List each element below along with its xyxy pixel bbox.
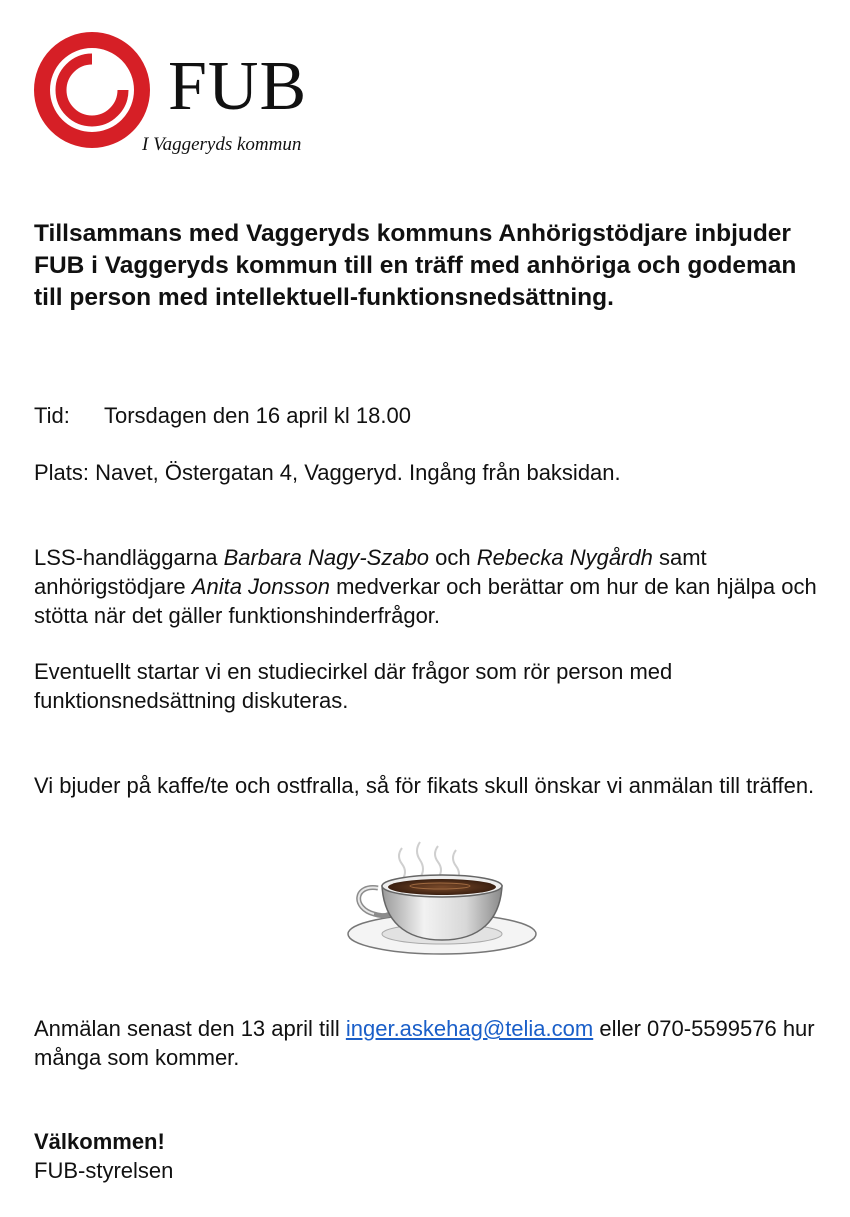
headline: Tillsammans med Vaggeryds kommuns Anhörigstödjare inbjuder FUB i Vaggeryds kommun till en träff med anhöriga och godeman till person med intellektuell-funktionsnedsättning.	[34, 220, 797, 311]
participant-name-1: Barbara Nagy-Szabo	[223, 545, 430, 570]
refreshments-paragraph: Vi bjuder på kaffe/te och ostfralla, så för fikats skull önskar vi anmälan till träffen.	[34, 773, 815, 798]
fub-logo	[32, 30, 352, 160]
signup-text-after: eller 070-5599576 hur många som kommer.	[34, 1016, 815, 1070]
participants-text-3: samt anhörigstödjare	[34, 545, 707, 599]
welcome-text: Välkommen!	[34, 1129, 165, 1154]
participant-name-3: Anita Jonsson	[191, 574, 330, 599]
participants-text-4: medverkar och berättar om hur de kan hjälpa och stötta när det gäller funktionshinderfrågor.	[34, 574, 817, 628]
participants-paragraph	[34, 543, 834, 630]
signup-paragraph	[34, 1014, 834, 1072]
place-label: Plats:	[34, 460, 90, 485]
fub-ring-icon	[32, 30, 152, 150]
participants-text-1: LSS-handläggarna	[34, 545, 224, 570]
place-value: Navet, Östergatan 4, Vaggeryd. Ingång från baksidan.	[95, 460, 621, 485]
participants-text-2: och	[429, 545, 477, 570]
study-circle-paragraph: Eventuellt startar vi en studiecirkel där frågor som rör person med funktionsnedsättning diskuteras.	[34, 659, 673, 713]
signup-text-before: Anmälan senast den 13 april till	[34, 1016, 346, 1041]
email-link[interactable]: inger.askehag@telia.com	[345, 1016, 594, 1041]
participant-name-2: Rebecka Nygårdh	[476, 545, 653, 570]
place-line	[34, 458, 834, 487]
time-value: Torsdagen den 16 april kl 18.00	[104, 403, 411, 428]
logo-subtitle: I Vaggeryds kommun	[142, 134, 302, 155]
coffee-cup-icon	[340, 840, 545, 960]
time-label: Tid:	[34, 403, 70, 428]
logo-name: FUB	[168, 48, 308, 125]
time-line	[34, 401, 834, 430]
signature: FUB-styrelsen	[34, 1158, 174, 1183]
